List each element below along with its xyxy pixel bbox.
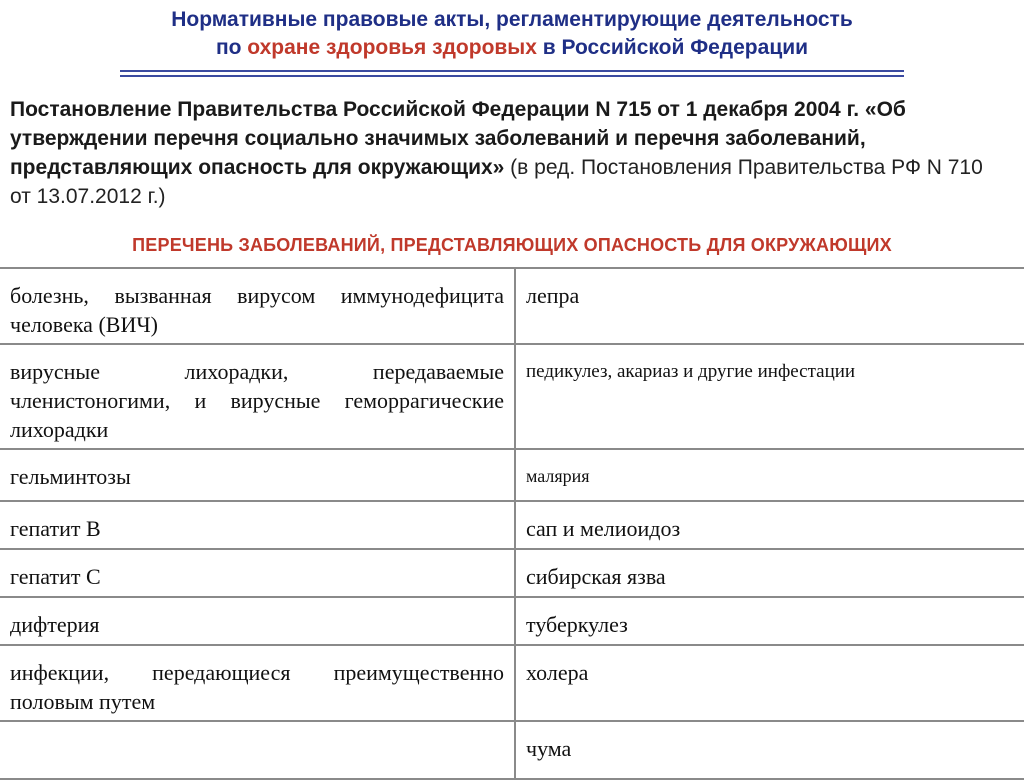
title-line-2-part-1: по: [215, 36, 248, 59]
table-row: [0, 597, 1024, 645]
table-cell-right: малярия: [515, 449, 1024, 501]
decree-paragraph: [10, 95, 1000, 211]
table-cell-left: инфекции, передающиеся преимущественно половым путем: [0, 645, 515, 721]
title-line-2-highlight: охране здоровья здоровых: [247, 36, 537, 59]
table-cell-left: вирусные лихорадки, передаваемые членистоногими, и вирусные геморрагические лихорадки: [0, 344, 515, 449]
table-row: [0, 549, 1024, 597]
table-cell-right: чума: [515, 721, 1024, 779]
table-cell-right: холера: [515, 645, 1024, 721]
title-line-1: Нормативные правовые акты, регламентирующие деятельность: [171, 8, 853, 31]
table-cell-right: сап и мелиоидоз: [515, 501, 1024, 549]
table-cell-right: педикулез, акариаз и другие инфестации: [515, 344, 1024, 449]
table-row: [0, 645, 1024, 721]
table-cell-left: гельминтозы: [0, 449, 515, 501]
list-heading: ПЕРЕЧЕНЬ ЗАБОЛЕВАНИЙ, ПРЕДСТАВЛЯЮЩИХ ОПАСНОСТЬ ДЛЯ ОКРУЖАЮЩИХ: [132, 235, 892, 255]
title-line-2-part-3: в Российской Федерации: [536, 36, 809, 59]
table-cell-right: сибирская язва: [515, 549, 1024, 597]
table-cell-right: туберкулез: [515, 597, 1024, 645]
title-line-2: [0, 34, 1024, 62]
table-row: [0, 721, 1024, 779]
table-cell-right: лепра: [515, 268, 1024, 344]
table-cell-left: дифтерия: [0, 597, 515, 645]
diseases-table: [0, 267, 1024, 780]
decree-revision-note: (в ред. Постановления Правительства РФ N 710 от 13.07.2012 г.): [10, 156, 983, 208]
table-cell-left: гепатит В: [0, 501, 515, 549]
table-row: [0, 449, 1024, 501]
table-cell-left: болезнь, вызванная вирусом иммунодефицита человека (ВИЧ): [0, 268, 515, 344]
table-row: [0, 344, 1024, 449]
title-divider-top: [120, 70, 904, 72]
title-divider-bottom: [120, 75, 904, 77]
decree-title: Постановление Правительства Российской Федерации N 715 от 1 декабря 2004 г. «Об утверждении перечня социально значимых заболеваний и перечня заболеваний, представляющих опасность для окружающих»: [10, 98, 906, 179]
table-row: [0, 268, 1024, 344]
page-title: [0, 6, 1024, 62]
table-row: [0, 501, 1024, 549]
table-cell-left: [0, 721, 515, 779]
table-cell-left: гепатит С: [0, 549, 515, 597]
